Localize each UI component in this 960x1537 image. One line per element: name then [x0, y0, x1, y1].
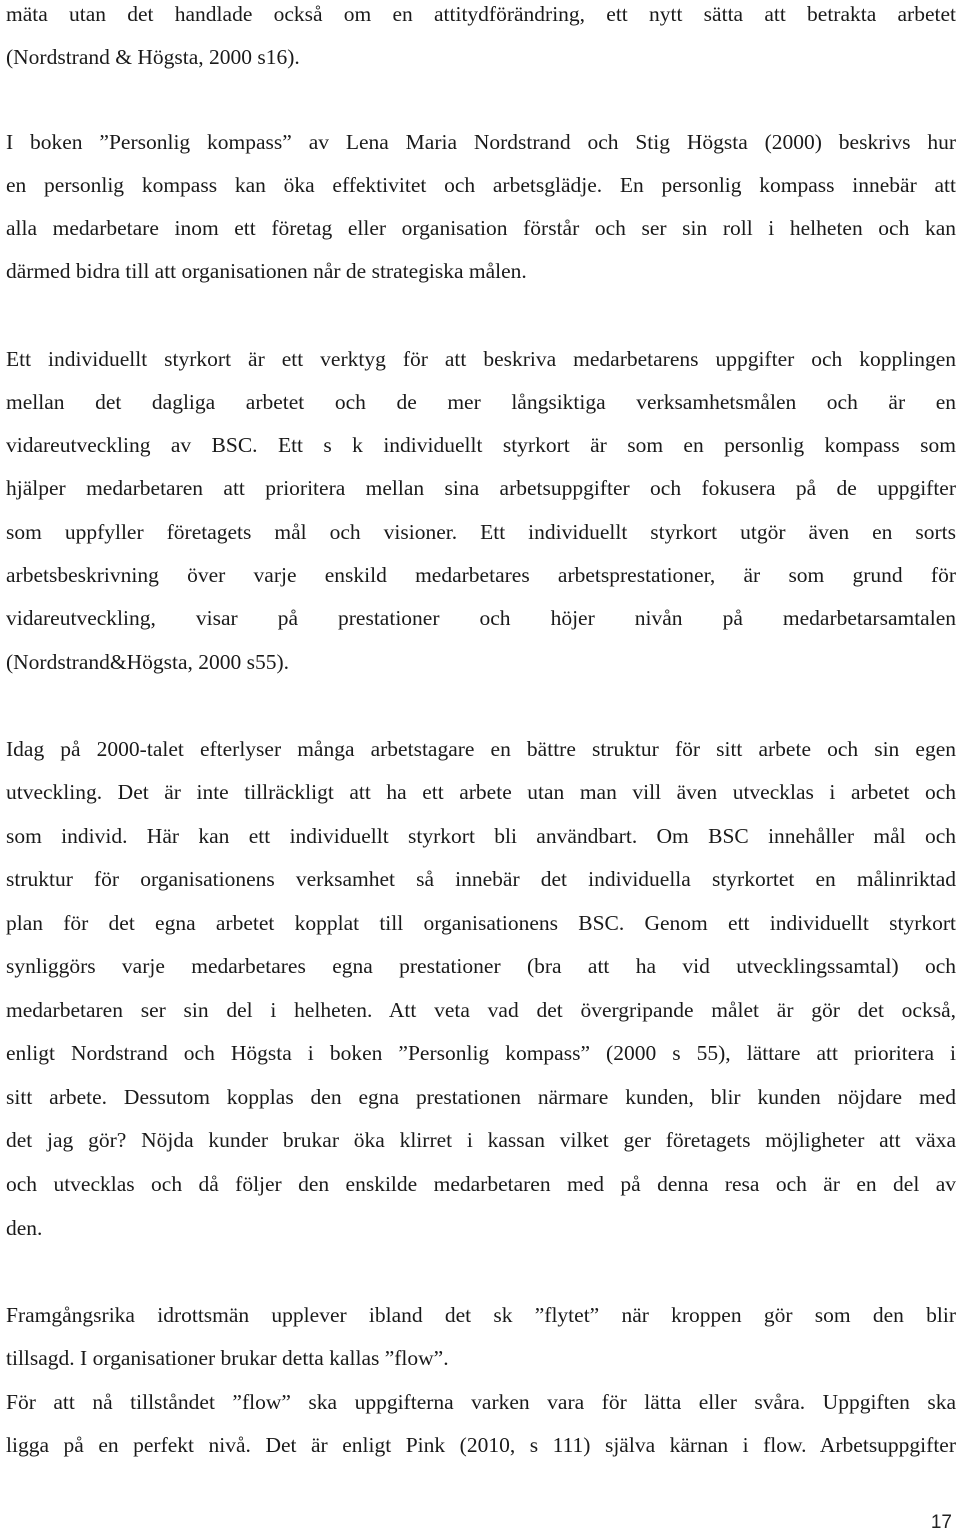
- paragraph-line: utveckling. Det är inte tillräckligt att ha ett arbete utan man vill även utvecklas i arbetet och: [6, 780, 956, 804]
- paragraph-line: som uppfyller företagets mål och visioner. Ett individuellt styrkort utgör även en sorts: [6, 520, 956, 544]
- paragraph-line: den.: [6, 1216, 43, 1240]
- paragraph-line: tillsagd. I organisationer brukar detta kallas ”flow”.: [6, 1346, 449, 1370]
- paragraph-line: För att nå tillståndet ”flow” ska uppgifterna varken vara för lätta eller svåra. Uppgiften ska: [6, 1390, 956, 1414]
- paragraph-line: vidareutveckling, visar på prestationer och höjer nivån på medarbetarsamtalen: [6, 606, 956, 630]
- paragraph-line: Idag på 2000-talet efterlyser många arbetstagare en bättre struktur för sitt arbete och sin egen: [6, 737, 956, 761]
- paragraph-line: synliggörs varje medarbetares egna prestationer (bra att ha vid utvecklingssamtal) och: [6, 954, 956, 978]
- paragraph-line: alla medarbetare inom ett företag eller organisation förstår och ser sin roll i helheten och kan: [6, 216, 956, 240]
- paragraph-line: hjälper medarbetaren att prioritera mellan sina arbetsuppgifter och fokusera på de uppgifter: [6, 476, 956, 500]
- paragraph-line: mäta utan det handlade också om en attitydförändring, ett nytt sätta att betrakta arbetet: [6, 2, 956, 26]
- paragraph-line: medarbetaren ser sin del i helheten. Att veta vad det övergripande målet är gör det också,: [6, 998, 956, 1022]
- paragraph-line: en personlig kompass kan öka effektivitet och arbetsglädje. En personlig kompass innebär att: [6, 173, 956, 197]
- paragraph-line: Ett individuellt styrkort är ett verktyg för att beskriva medarbetarens uppgifter och kopplingen: [6, 347, 956, 371]
- paragraph-line: Framgångsrika idrottsmän upplever ibland det sk ”flytet” när kroppen gör som den blir: [6, 1303, 956, 1327]
- paragraph-line: därmed bidra till att organisationen når de strategiska målen.: [6, 259, 527, 283]
- paragraph-line: arbetsbeskrivning över varje enskild medarbetares arbetsprestationer, är som grund för: [6, 563, 956, 587]
- paragraph-line: det jag gör? Nöjda kunder brukar öka klirret i kassan vilket ger företagets möjligheter att växa: [6, 1128, 956, 1152]
- paragraph-line: som individ. Här kan ett individuellt styrkort bli användbart. Om BSC innehåller mål och: [6, 824, 956, 848]
- paragraph-line: vidareutveckling av BSC. Ett s k individuellt styrkort är som en personlig kompass som: [6, 433, 956, 457]
- paragraph-line: mellan det dagliga arbetet och de mer långsiktiga verksamhetsmålen och är en: [6, 390, 956, 414]
- paragraph-line: sitt arbete. Dessutom kopplas den egna prestationen närmare kunden, blir kunden nöjdare med: [6, 1085, 956, 1109]
- paragraph-line: I boken ”Personlig kompass” av Lena Maria Nordstrand och Stig Högsta (2000) beskrivs hur: [6, 130, 956, 154]
- page-number: 17: [930, 1512, 952, 1533]
- paragraph-line: plan för det egna arbetet kopplat till organisationens BSC. Genom ett individuellt styrkort: [6, 911, 956, 935]
- paragraph-line: och utvecklas och då följer den enskilde medarbetaren med på denna resa och är en del av: [6, 1172, 956, 1196]
- paragraph-line: (Nordstrand & Högsta, 2000 s16).: [6, 45, 300, 69]
- paragraph-line: ligga på en perfekt nivå. Det är enligt Pink (2010, s 111) själva kärnan i flow. Arbetsuppgifter: [6, 1433, 956, 1457]
- paragraph-line: (Nordstrand&Högsta, 2000 s55).: [6, 650, 290, 674]
- paragraph-line: enligt Nordstrand och Högsta i boken ”Personlig kompass” (2000 s 55), lättare att prioritera i: [6, 1041, 956, 1065]
- paragraph-line: struktur för organisationens verksamhet så innebär det individuella styrkortet en målinriktad: [6, 867, 956, 891]
